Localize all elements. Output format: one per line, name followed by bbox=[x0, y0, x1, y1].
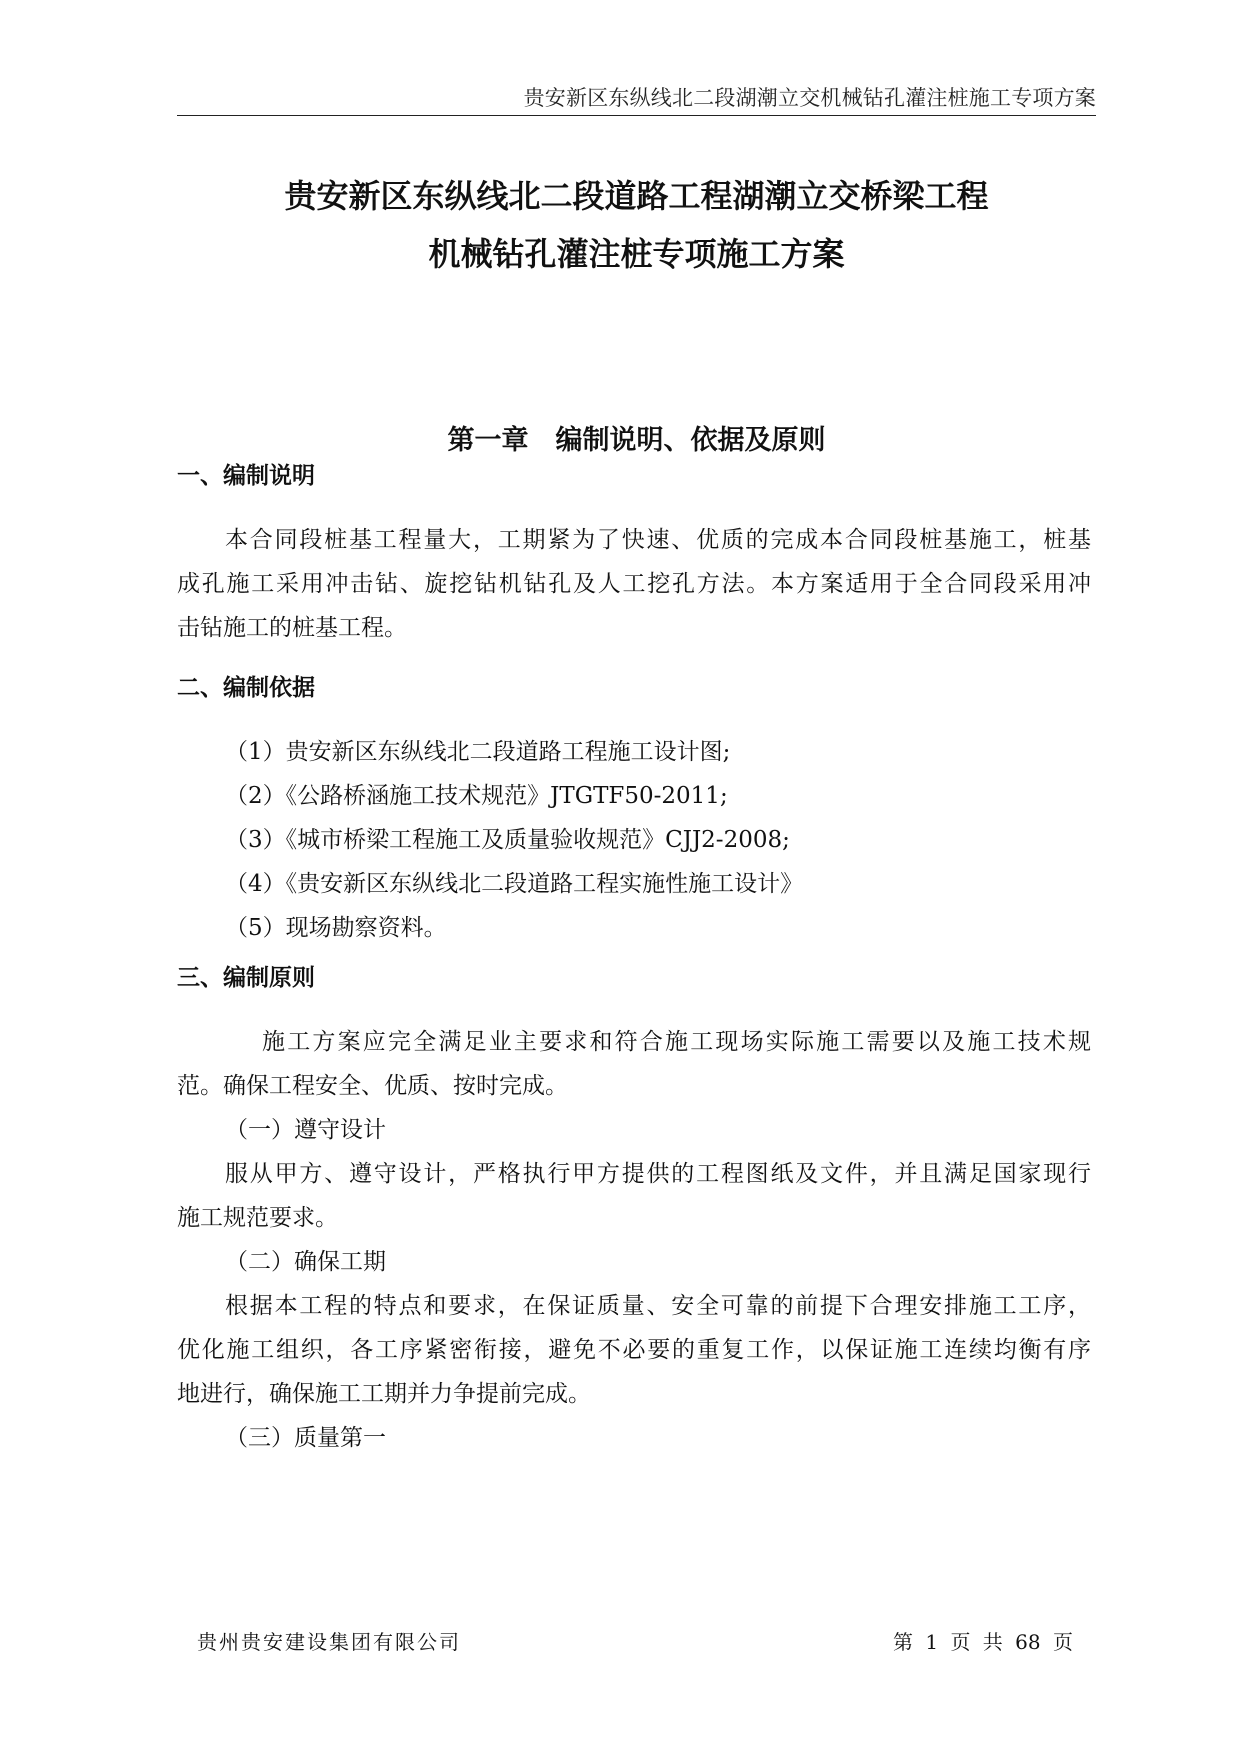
paragraph-line: 施工方案应完全满足业主要求和符合施工现场实际施工需要以及施工技术规 bbox=[262, 1029, 1091, 1055]
paragraph-line: 击钻施工的桩基工程。 bbox=[177, 615, 407, 641]
subsection-title: （一）遵守设计 bbox=[225, 1117, 386, 1143]
reference-item: （1）贵安新区东纵线北二段道路工程施工设计图; bbox=[225, 739, 731, 765]
paragraph-line: 根据本工程的特点和要求，在保证质量、安全可靠的前提下合理安排施工工序， bbox=[225, 1293, 1091, 1319]
paragraph-line: 服从甲方、遵守设计，严格执行甲方提供的工程图纸及文件，并且满足国家现行 bbox=[225, 1161, 1091, 1187]
subsection-title: （三）质量第一 bbox=[225, 1425, 386, 1451]
reference-item: （2）《公路桥涵施工技术规范》JTGTF50-2011; bbox=[225, 783, 728, 809]
document-title-line-1: 贵安新区东纵线北二段道路工程湖潮立交桥梁工程 bbox=[284, 177, 989, 215]
running-header bbox=[177, 84, 1096, 116]
section-heading-2: 二、编制依据 bbox=[177, 675, 315, 701]
footer-page-number: 第 1 页 共 68 页 bbox=[893, 1630, 1073, 1654]
reference-item: （4）《贵安新区东纵线北二段道路工程实施性施工设计》 bbox=[225, 871, 804, 897]
section-heading-3: 三、编制原则 bbox=[177, 965, 315, 991]
paragraph-line: 成孔施工采用冲击钻、旋挖钻机钻孔及人工挖孔方法。本方案适用于全合同段采用冲 bbox=[177, 571, 1091, 597]
paragraph-line: 范。确保工程安全、优质、按时完成。 bbox=[177, 1073, 568, 1099]
running-header-text: 贵安新区东纵线北二段湖潮立交机械钻孔灌注桩施工专项方案 bbox=[523, 86, 1096, 110]
chapter-title: 第一章 编制说明、依据及原则 bbox=[447, 425, 826, 456]
reference-item: （5）现场勘察资料。 bbox=[225, 915, 447, 941]
paragraph-line: 施工规范要求。 bbox=[177, 1205, 338, 1231]
paragraph-line: 优化施工组织，各工序紧密衔接，避免不必要的重复工作，以保证施工连续均衡有序 bbox=[177, 1337, 1091, 1363]
paragraph-line: 地进行，确保施工工期并力争提前完成。 bbox=[177, 1381, 591, 1407]
paragraph-line: 本合同段桩基工程量大，工期紧为了快速、优质的完成本合同段桩基施工，桩基 bbox=[225, 527, 1091, 553]
footer-company: 贵州贵安建设集团有限公司 bbox=[197, 1630, 461, 1654]
subsection-title: （二）确保工期 bbox=[225, 1249, 386, 1275]
section-heading-1: 一、编制说明 bbox=[177, 463, 315, 489]
document-title-line-2: 机械钻孔灌注桩专项施工方案 bbox=[428, 235, 845, 273]
reference-item: （3）《城市桥梁工程施工及质量验收规范》CJJ2-2008; bbox=[225, 827, 790, 853]
